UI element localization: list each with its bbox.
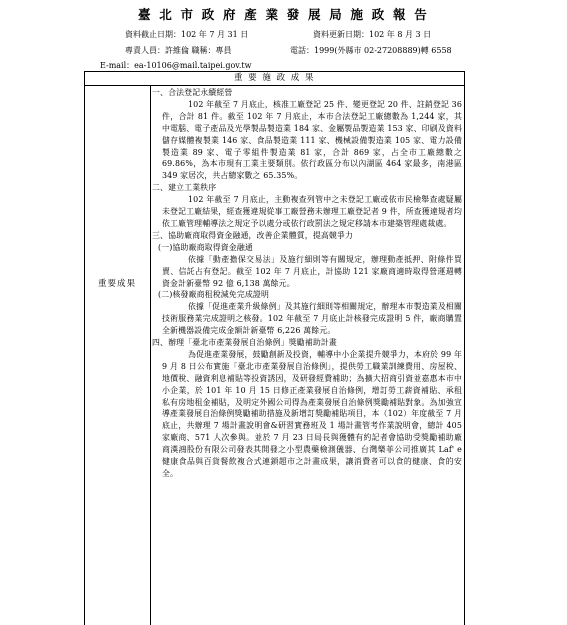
section-heading: 四、辦理「臺北市產業發展自治條例」獎勵補助計畫 — [152, 338, 337, 348]
paragraph: 102 年截至 7 月底止，主動複查列管中之未登記工廠或依市民檢舉查處疑屬未登記工廠結果，經查獲違規從事工廠營務未辦理工廠登記者 9 件，所查獲違規者均依工廠管理輔導法之規定予以處分或依行政罰法之規定移請本市建築管理處裁處。 — [162, 195, 462, 228]
paragraph: 為促進產業發展，鼓勵創新及投資，輔導中小企業提升競爭力，本府於 99 年 9 月 8 日公布實施「臺北市產業發展自治條例」，提供勞工職業訓練費用、房屋稅、地價稅、融資利息補貼等投資誘因，及研發經費補助；為擴大招商引資並嘉惠本市中小企業，於 101 年 10 月 15 日修正產業發展自治條例，增訂勞工薪資補貼、承租私有房地租金補貼，及明定外國公司得為產業發展自治條例獎勵補貼對象。為加強宣導產業發展自治條例獎勵補助措施及新增訂獎勵補貼項目，本（102）年度截至 7 月底止，共辦理 7 場計畫說明會&研習實務班及 1 場計畫管考作業說明會，總計 405 家廠商、571 人次參與。並於 7 月 23 日局長與獲體有約記者會協助受獎勵補助廠商漢鴻股份有限公司發表其開發之小型農藥檢測儀器、台灣樂菲公司推廣其 Laf' e 健康食品與百貨餐飲複合式連鎖超市之計畫成果，讓消費者可以食的健康、食的安全。 — [162, 349, 462, 478]
subsection-heading: (一)協助廠商取得資金融通 — [158, 242, 253, 252]
contact-person: 專責人員：許維倫 職稱：專員 — [125, 46, 232, 55]
results-content — [152, 87, 462, 480]
section-heading: 一、合法登記永續經營 — [152, 88, 233, 97]
paragraph: 依據「動產擔保交易法」及施行細則等有關規定，辦理動產抵押、附條件買賣、信託占有登記。截至 102 年 7 月底止，計協助 121 家廠商適時取得營運週轉資金計新臺幣 92 億 6,138 萬餘元。 — [162, 254, 462, 288]
subsection-heading: (二)核發廠商租稅減免完成證明 — [158, 290, 269, 300]
data-date: 資料截止日期：102 年 7 月 31 日 — [125, 30, 249, 39]
section-heading: 二、建立工業秩序 — [152, 183, 217, 193]
section-heading: 三、協助廠商取得資金融通，改善企業體質，提高競爭力 — [152, 230, 354, 240]
row-label: 重要成果 — [97, 279, 136, 289]
page-title: 臺 北 市 政 府 產 業 發 展 局 施 政 報 告 — [138, 7, 429, 22]
paragraph: 依據「促進產業升級條例」及其施行細則等相關規定，辦理本市製造業及相關技術服務業完成證明之核發。102 年截至 7 月底止計核發完成證明 5 件，廠商購置全新機器設備完成金額計新臺幣 6,226 萬餘元。 — [162, 302, 462, 336]
email: E-mail：ea-10106@mail.taipei.gov.tw — [100, 61, 252, 70]
paragraph: 102 年截至 7 月底止，核准工廠登記 25 件、變更登記 20 件、註銷登記 36 件，合計 81 件。截至 102 年 7 月底止，本市合法登記工廠總數為 1,244 家，其中電腦、電子產品及光學製品製造業 184 家、金屬製品製造業 153 家、印刷及資料儲存媒體複製業 146 家、食品製造業 111 家、機械設備製造業 105 家、電力設備製造業 89 家、電子零組件製造業 81 家，合計 869 家，占全市工廠總數之 69.86%，為本市現有工業主要類別。依行政區分布以內湖區 464 家最多，南港區 349 家居次，共占總家數之 65.35%。 — [162, 99, 462, 181]
update-date: 資料更新日期：102 年 8 月 3 日 — [313, 30, 432, 39]
phone: 電話：1999(外縣市 02-27208889)轉 6558 — [290, 46, 452, 55]
table-header: 重 要 施 政 成 果 — [84, 71, 465, 86]
table-divider — [150, 86, 151, 625]
